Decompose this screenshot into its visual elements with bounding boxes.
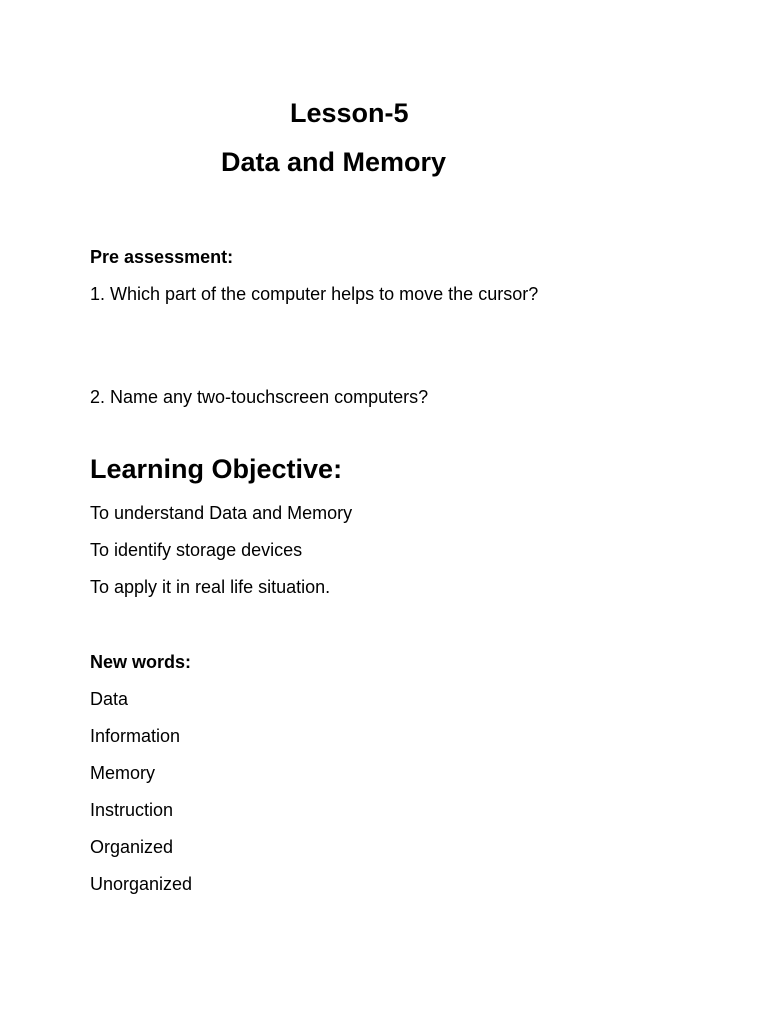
objective-item-2: To identify storage devices (90, 540, 303, 560)
new-word-item: Instruction (90, 800, 174, 820)
new-words-heading: New words: (90, 652, 192, 672)
new-word-item: Organized (90, 837, 174, 857)
new-word-item: Data (90, 689, 129, 709)
pre-assessment-question-1: 1. Which part of the computer helps to move the cursor? (90, 284, 539, 304)
new-word-item: Unorganized (90, 874, 193, 894)
new-word-item: Information (90, 726, 181, 746)
pre-assessment-heading: Pre assessment: (90, 247, 234, 267)
learning-objective-heading: Learning Objective: (90, 454, 343, 484)
objective-item-3: To apply it in real life situation. (90, 577, 331, 597)
new-word-item: Memory (90, 763, 156, 783)
lesson-title: Data and Memory (221, 147, 447, 177)
pre-assessment-question-2: 2. Name any two-touchscreen computers? (90, 387, 429, 407)
objective-item-1: To understand Data and Memory (90, 503, 353, 523)
lesson-label: Lesson-5 (290, 98, 409, 128)
